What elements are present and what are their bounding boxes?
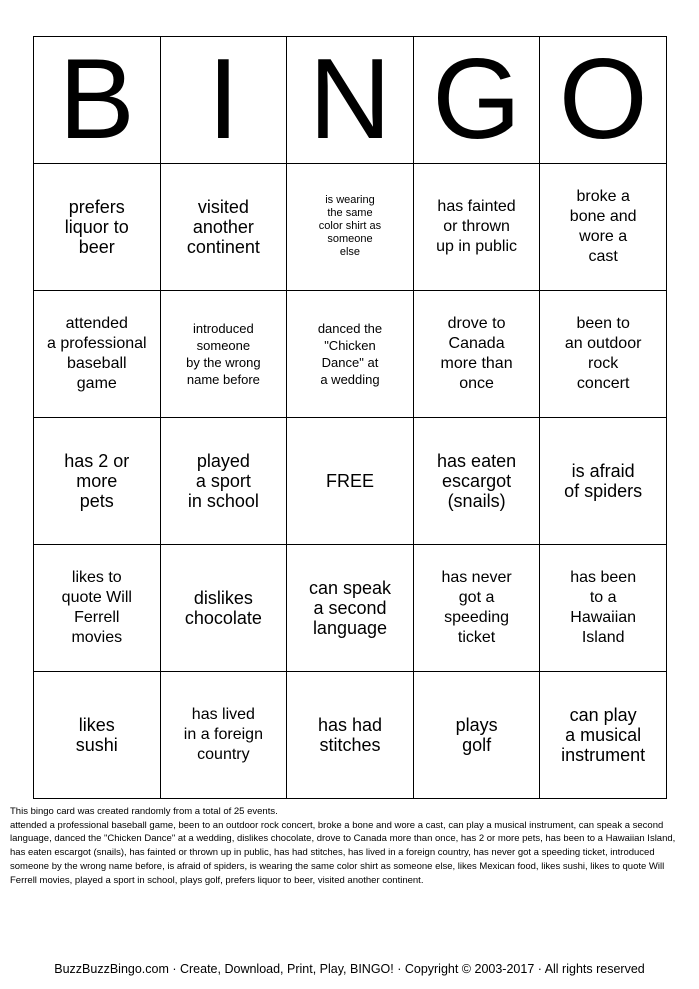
info-intro: This bingo card was created randomly from a total of 25 events. (10, 806, 278, 817)
header-row (34, 37, 667, 164)
info-events: attended a professional baseball game, been to an outdoor rock concert, broke a bone and wore a cast, can play a musical instrument, can speak a second language, danced the "Chicken Dance" at a wedding, dislikes chocolate, drove to Canada more than once, has 2 or more pets, has been to a Hawaiian Island, has eaten escargot (snails), has fainted or thrown up in public, has had stitches, has lived in a foreign country, has never got a speeding ticket, introduced someone by the wrong name before, is afraid of spiders, is wearing the same color shirt as someone else, likes Mexican food, likes sushi, likes to quote Will Ferrell movies, played a sport in school, plays golf, prefers liquor to beer, visited another continent. (10, 819, 676, 886)
cell-text: has eaten escargot (snails) (437, 450, 517, 511)
bingo-cell[interactable] (287, 164, 414, 291)
header-letter-cell (413, 37, 540, 164)
bingo-cell[interactable] (160, 545, 287, 672)
bingo-cell[interactable] (34, 164, 161, 291)
header-letter-cell (34, 37, 161, 164)
bingo-cell[interactable] (540, 672, 667, 799)
header-letter: B (58, 36, 135, 163)
bingo-cell[interactable] (34, 545, 161, 672)
cell-text: has never got a speeding ticket (441, 569, 512, 646)
bingo-cell[interactable] (34, 291, 161, 418)
cell-text: attended a professional baseball game (46, 315, 147, 392)
bingo-cell[interactable] (413, 545, 540, 672)
bingo-cell[interactable] (413, 291, 540, 418)
cell-text: been to an outdoor rock concert (564, 315, 642, 392)
cell-text: drove to Canada more than once (440, 315, 513, 392)
grid-row (34, 291, 667, 418)
cell-text: likes to quote Will Ferrell movies (61, 569, 132, 646)
bingo-cell[interactable] (34, 672, 161, 799)
cell-text: danced the "Chicken Dance" at a wedding (317, 320, 383, 387)
header-letter: I (207, 36, 240, 163)
footer-copyright: BuzzBuzzBingo.com · Create, Download, Print, Play, BINGO! · Copyright © 2003-2017 · All rights reserved (54, 962, 645, 976)
bingo-cell[interactable] (413, 418, 540, 545)
header-letter: O (558, 36, 648, 163)
cell-text: has 2 or more pets (64, 450, 130, 511)
cell-text: has had stitches (317, 714, 383, 755)
header-letter-cell (540, 37, 667, 164)
grid-row (34, 418, 667, 545)
grid-row (34, 672, 667, 799)
cell-text: is wearing the same color shirt as someone else (318, 194, 382, 258)
bingo-cell[interactable] (287, 672, 414, 799)
cell-text: plays golf (455, 714, 498, 755)
cell-text: is afraid of spiders (564, 460, 643, 501)
bingo-cell[interactable] (160, 672, 287, 799)
bingo-cell[interactable] (287, 545, 414, 672)
bingo-cell[interactable] (413, 164, 540, 291)
card-info (10, 805, 690, 887)
bingo-cell[interactable] (540, 418, 667, 545)
header-letter-cell (287, 37, 414, 164)
cell-text: likes sushi (75, 714, 118, 755)
cell-text: prefers liquor to beer (64, 196, 129, 257)
bingo-cell[interactable] (160, 291, 287, 418)
bingo-cell[interactable] (540, 291, 667, 418)
header-letter-cell (160, 37, 287, 164)
cell-text: FREE (325, 470, 374, 491)
bingo-cell[interactable] (160, 164, 287, 291)
header-letter: G (432, 36, 521, 163)
cell-text: introduced someone by the wrong name before (186, 320, 261, 387)
grid-row (34, 545, 667, 672)
grid-row (34, 164, 667, 291)
cell-text: visited another continent (186, 196, 260, 257)
cell-text: dislikes chocolate (184, 587, 262, 628)
bingo-card (33, 36, 667, 799)
bingo-cell[interactable] (540, 164, 667, 291)
bingo-cell[interactable] (413, 672, 540, 799)
free-cell[interactable] (287, 418, 414, 545)
bingo-cell[interactable] (287, 291, 414, 418)
cell-text: broke a bone and wore a cast (569, 188, 637, 265)
cell-text: has fainted or thrown up in public (436, 198, 518, 255)
header-letter: N (308, 36, 392, 163)
cell-text: can play a musical instrument (561, 704, 646, 765)
bingo-cell[interactable] (540, 545, 667, 672)
bingo-cell[interactable] (160, 418, 287, 545)
cell-text: played a sport in school (187, 450, 259, 511)
cell-text: can speak a second language (308, 577, 392, 638)
cell-text: has been to a Hawaiian Island (570, 569, 637, 646)
cell-text: has lived in a foreign country (183, 706, 263, 763)
bingo-cell[interactable] (34, 418, 161, 545)
